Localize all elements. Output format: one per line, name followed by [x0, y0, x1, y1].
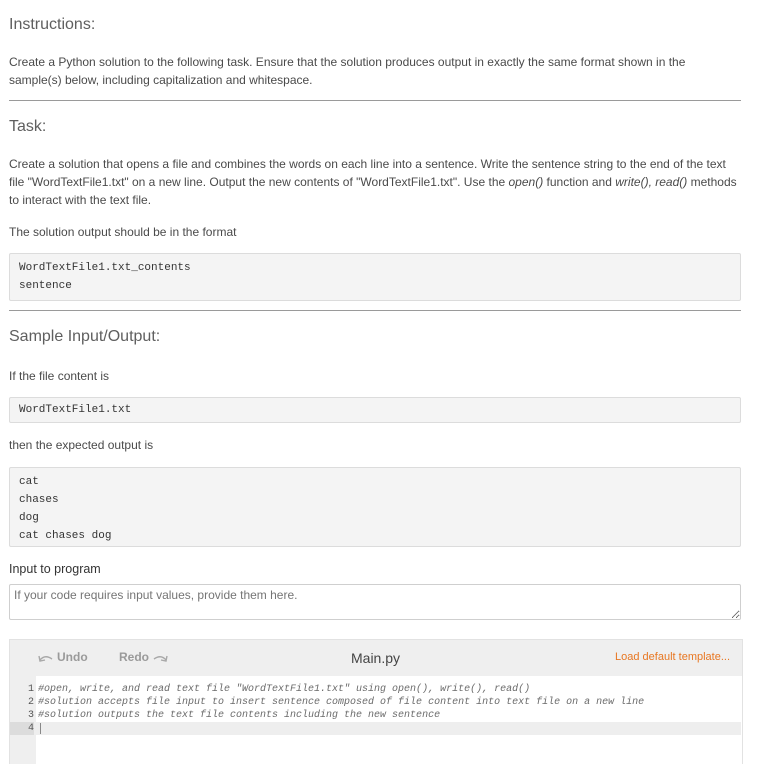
instructions-text: Create a Python solution to the following task. Ensure that the solution produces output in exactly the same format shown in the sample(s) below, including capitalization and whitespace. — [9, 55, 686, 87]
task-text-end: methods to interact with the text file. — [9, 175, 737, 207]
redo-button[interactable] — [119, 650, 168, 664]
methods-ref: write(), read() — [615, 175, 688, 189]
code-editor[interactable] — [9, 639, 743, 764]
editor-toolbar — [10, 640, 742, 676]
task-description — [9, 155, 741, 209]
input-program-label: Input to program — [9, 562, 101, 576]
code-line: dog — [19, 512, 39, 524]
code-line: WordTextFile1.txt_contents — [19, 262, 191, 274]
code-line: sentence — [19, 280, 72, 292]
code-comment: #solution outputs the text file contents including the new sentence — [38, 710, 441, 721]
line-number: 3 — [27, 710, 34, 721]
undo-button[interactable] — [38, 650, 88, 664]
sample-output-block — [9, 467, 741, 547]
redo-label: Redo — [119, 650, 149, 664]
sample-heading: Sample Input/Output: — [9, 328, 161, 345]
format-code-block — [9, 253, 741, 301]
open-function-ref: open() — [508, 175, 544, 189]
divider — [9, 310, 741, 311]
sample-if-text: If the file content is — [9, 369, 110, 383]
code-line-active[interactable] — [10, 722, 741, 735]
instructions-heading: Instructions: — [9, 16, 96, 33]
line-number: 2 — [27, 697, 34, 708]
divider — [9, 100, 741, 101]
redo-icon — [152, 653, 168, 662]
code-line: cat — [19, 476, 39, 488]
undo-icon — [38, 653, 54, 662]
code-line[interactable] — [10, 683, 741, 696]
code-line[interactable] — [10, 709, 741, 722]
task-text-mid: function and — [543, 175, 616, 189]
load-template-link[interactable]: Load default template... — [615, 651, 730, 663]
code-comment: #solution accepts file input to insert sentence composed of file content into text file on a new line — [38, 697, 645, 708]
format-intro: The solution output should be in the format — [9, 225, 237, 239]
sample-input-block — [9, 397, 741, 423]
undo-label: Undo — [57, 650, 88, 664]
code-comment: #open, write, and read text file "WordTextFile1.txt" using open(), write(), read() — [38, 684, 531, 695]
code-line: WordTextFile1.txt — [19, 404, 132, 416]
code-line[interactable] — [10, 696, 741, 709]
line-number: 4 — [10, 722, 34, 735]
task-text-start: Create a solution that opens a file and combines the words on each line into a sentence. Write the sentence string to the end of the text file "WordTextFile1.txt" on a new line. Output the new contents of "WordTextFile1.txt". Use the — [9, 157, 726, 189]
sample-then-text: then the expected output is — [9, 438, 154, 452]
line-number: 1 — [27, 684, 34, 695]
editor-filename: Main.py — [351, 650, 401, 666]
code-line: cat chases dog — [19, 530, 112, 542]
code-line: chases — [19, 494, 59, 506]
task-heading: Task: — [9, 118, 47, 135]
program-input-field[interactable] — [9, 584, 741, 620]
text-cursor — [40, 723, 41, 734]
